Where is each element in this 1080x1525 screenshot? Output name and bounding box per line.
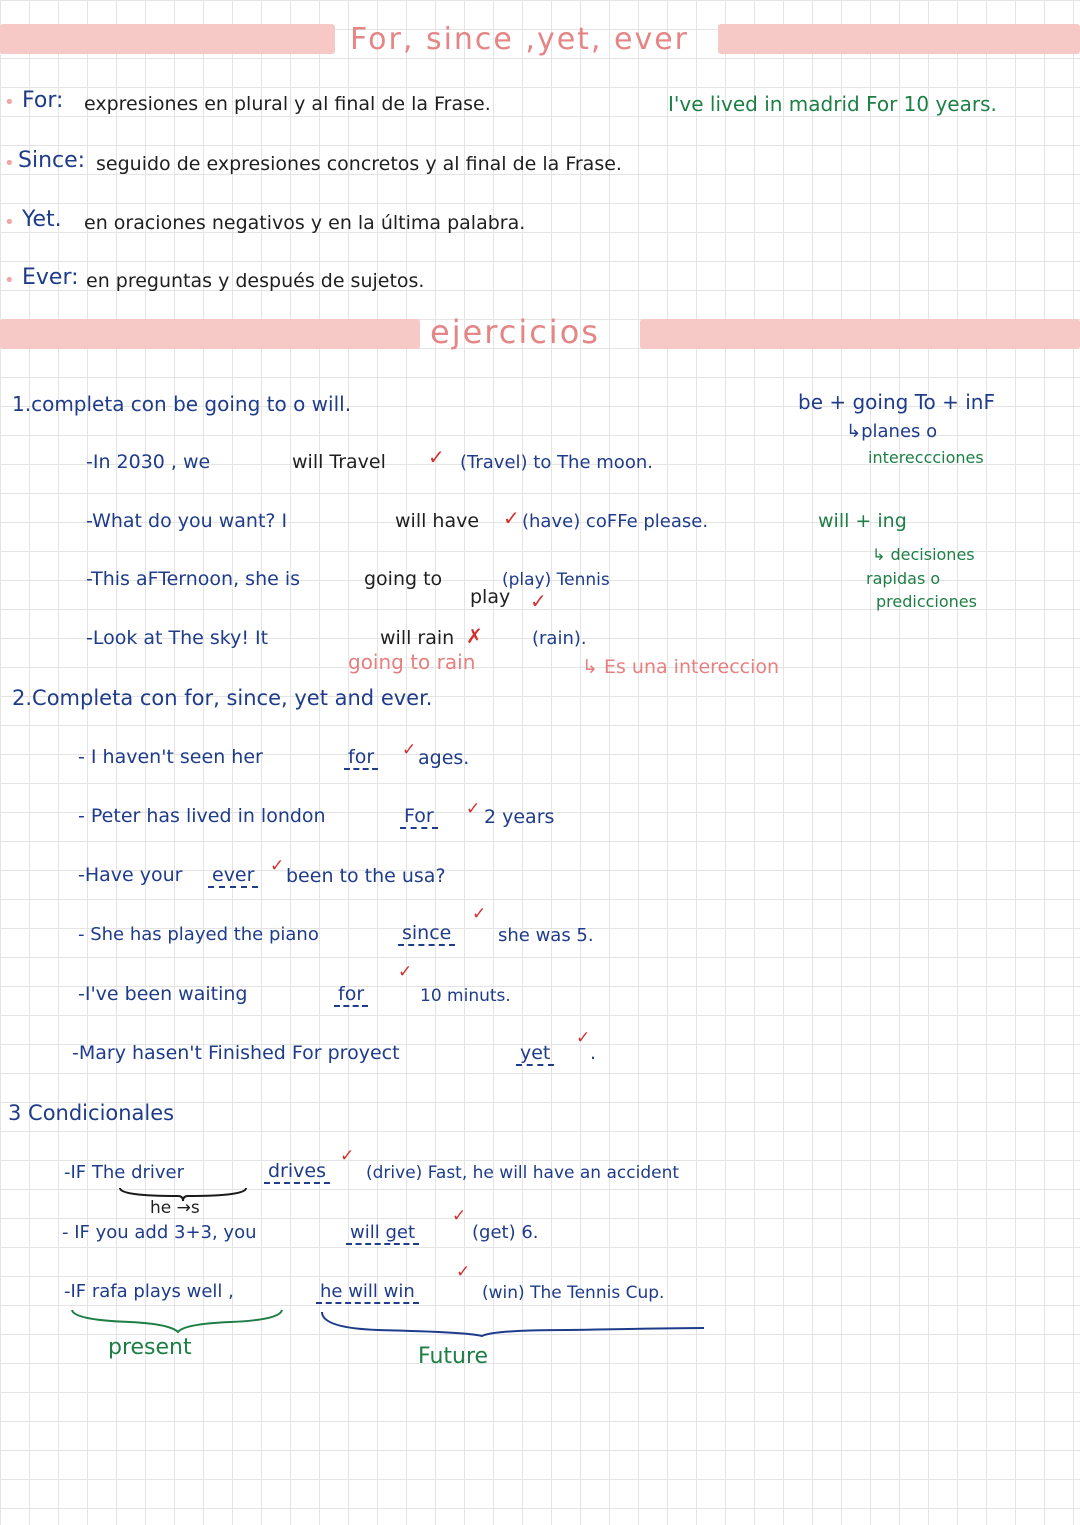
item-answer: for — [334, 983, 368, 1007]
check-mark: ✓ — [398, 962, 413, 982]
item-suffix: (have) coFFe please. — [522, 511, 709, 532]
bullet: • — [4, 153, 15, 174]
rule-term: Yet. — [22, 207, 62, 232]
side-note-line: ↳planes o — [846, 421, 938, 442]
item-suffix: (rain). — [532, 628, 587, 649]
present-brace — [70, 1308, 285, 1334]
item-prefix: - I haven't seen her — [78, 746, 263, 768]
item-prefix: -Have your — [78, 864, 183, 886]
side-note-line: predicciones — [876, 592, 977, 611]
check-mark: ✓ — [456, 1262, 471, 1282]
side-note-line: rapidas o — [866, 569, 941, 588]
item-prefix: - IF you add 3+3, you — [62, 1222, 257, 1243]
item-prefix: -This aFTernoon, she is — [86, 568, 301, 590]
item-suffix: (win) The Tennis Cup. — [482, 1283, 665, 1303]
item-suffix: (play) Tennis — [502, 570, 610, 590]
check-mark: ✓ — [340, 1146, 355, 1166]
item-answer: For — [400, 805, 438, 829]
item-prefix: -Look at The sky! It — [86, 627, 269, 649]
item-prefix: - Peter has lived in london — [78, 805, 326, 827]
rule-text: en preguntas y después de sujetos. — [86, 270, 425, 292]
subject-note: he →s — [150, 1198, 200, 1218]
bullet: • — [4, 270, 15, 291]
bullet: • — [4, 92, 15, 113]
check-mark: ✓ — [270, 856, 285, 876]
item-answer: ever — [208, 864, 258, 888]
item-answer: drives — [264, 1160, 330, 1184]
item-prefix: -IF The driver — [64, 1162, 185, 1183]
future-label: Future — [418, 1344, 489, 1369]
item-answer: will get — [346, 1222, 419, 1245]
title-highlight-right — [718, 24, 1080, 54]
ex1-heading: 1.completa con be going to o will. — [12, 392, 352, 416]
correction-note: ↳ Es una intereccion — [582, 656, 780, 678]
future-brace — [318, 1310, 708, 1338]
item-answer: will rain — [380, 627, 455, 649]
item-prefix: -IF rafa plays well , — [64, 1281, 234, 1302]
cross-mark: ✗ — [466, 624, 483, 648]
rule-term: Ever: — [22, 265, 79, 290]
rule-term: Since: — [18, 148, 86, 173]
item-suffix: 10 minuts. — [420, 986, 511, 1006]
side-note-line: be + going To + inF — [798, 390, 995, 414]
check-mark: ✓ — [530, 589, 547, 613]
item-answer: going to — [364, 568, 443, 590]
check-mark: ✓ — [452, 1206, 467, 1226]
side-note-line: ↳ decisiones — [872, 545, 975, 564]
rule-example: I've lived in madrid For 10 years. — [668, 92, 997, 116]
rule-text: seguido de expresiones concretos y al final de la Frase. — [96, 153, 622, 175]
item-prefix: -In 2030 , we — [86, 451, 211, 473]
item-answer-2: play — [470, 586, 511, 608]
item-suffix: 2 years — [484, 806, 555, 828]
side-note-line: intereccciones — [868, 448, 984, 467]
present-label: present — [108, 1335, 192, 1360]
item-suffix: (drive) Fast, he will have an accident — [366, 1163, 680, 1183]
rule-term: For: — [22, 88, 64, 113]
item-suffix: . — [590, 1042, 597, 1064]
item-answer: yet — [516, 1042, 554, 1066]
page-title: For, since ,yet, ever — [350, 22, 689, 57]
check-mark: ✓ — [472, 904, 487, 924]
section-highlight-right — [640, 319, 1080, 349]
item-suffix: she was 5. — [498, 925, 594, 946]
check-mark: ✓ — [402, 740, 417, 760]
item-prefix: -I've been waiting — [78, 983, 248, 1005]
ex2-heading: 2.Completa con for, since, yet and ever. — [12, 686, 433, 710]
item-answer: since — [398, 922, 455, 946]
item-answer: for — [344, 746, 378, 770]
rule-text: expresiones en plural y al final de la Frase. — [84, 93, 491, 115]
item-suffix: been to the usa? — [286, 865, 446, 887]
title-highlight-left — [0, 24, 335, 54]
correction: going to rain — [348, 650, 476, 674]
item-answer: will Travel — [292, 451, 386, 473]
side-note-line: will + ing — [818, 510, 907, 532]
item-prefix: -Mary hasen't Finished For proyect — [72, 1042, 400, 1064]
check-mark: ✓ — [503, 506, 520, 530]
section-highlight-left — [0, 319, 420, 349]
item-prefix: - She has played the piano — [78, 924, 319, 945]
ex3-heading: 3 Condicionales — [8, 1101, 175, 1125]
bullet: • — [4, 212, 15, 233]
item-prefix: -What do you want? I — [86, 510, 288, 532]
check-mark: ✓ — [428, 445, 445, 469]
item-suffix: (get) 6. — [472, 1222, 539, 1243]
item-answer: he will win — [316, 1281, 419, 1304]
section-title: ejercicios — [430, 313, 600, 351]
item-suffix: (Travel) to The moon. — [460, 452, 653, 473]
check-mark: ✓ — [466, 799, 481, 819]
item-suffix: ages. — [418, 747, 470, 769]
rule-text: en oraciones negativos y en la última palabra. — [84, 212, 526, 234]
check-mark: ✓ — [576, 1028, 591, 1048]
item-answer: will have — [395, 510, 480, 532]
